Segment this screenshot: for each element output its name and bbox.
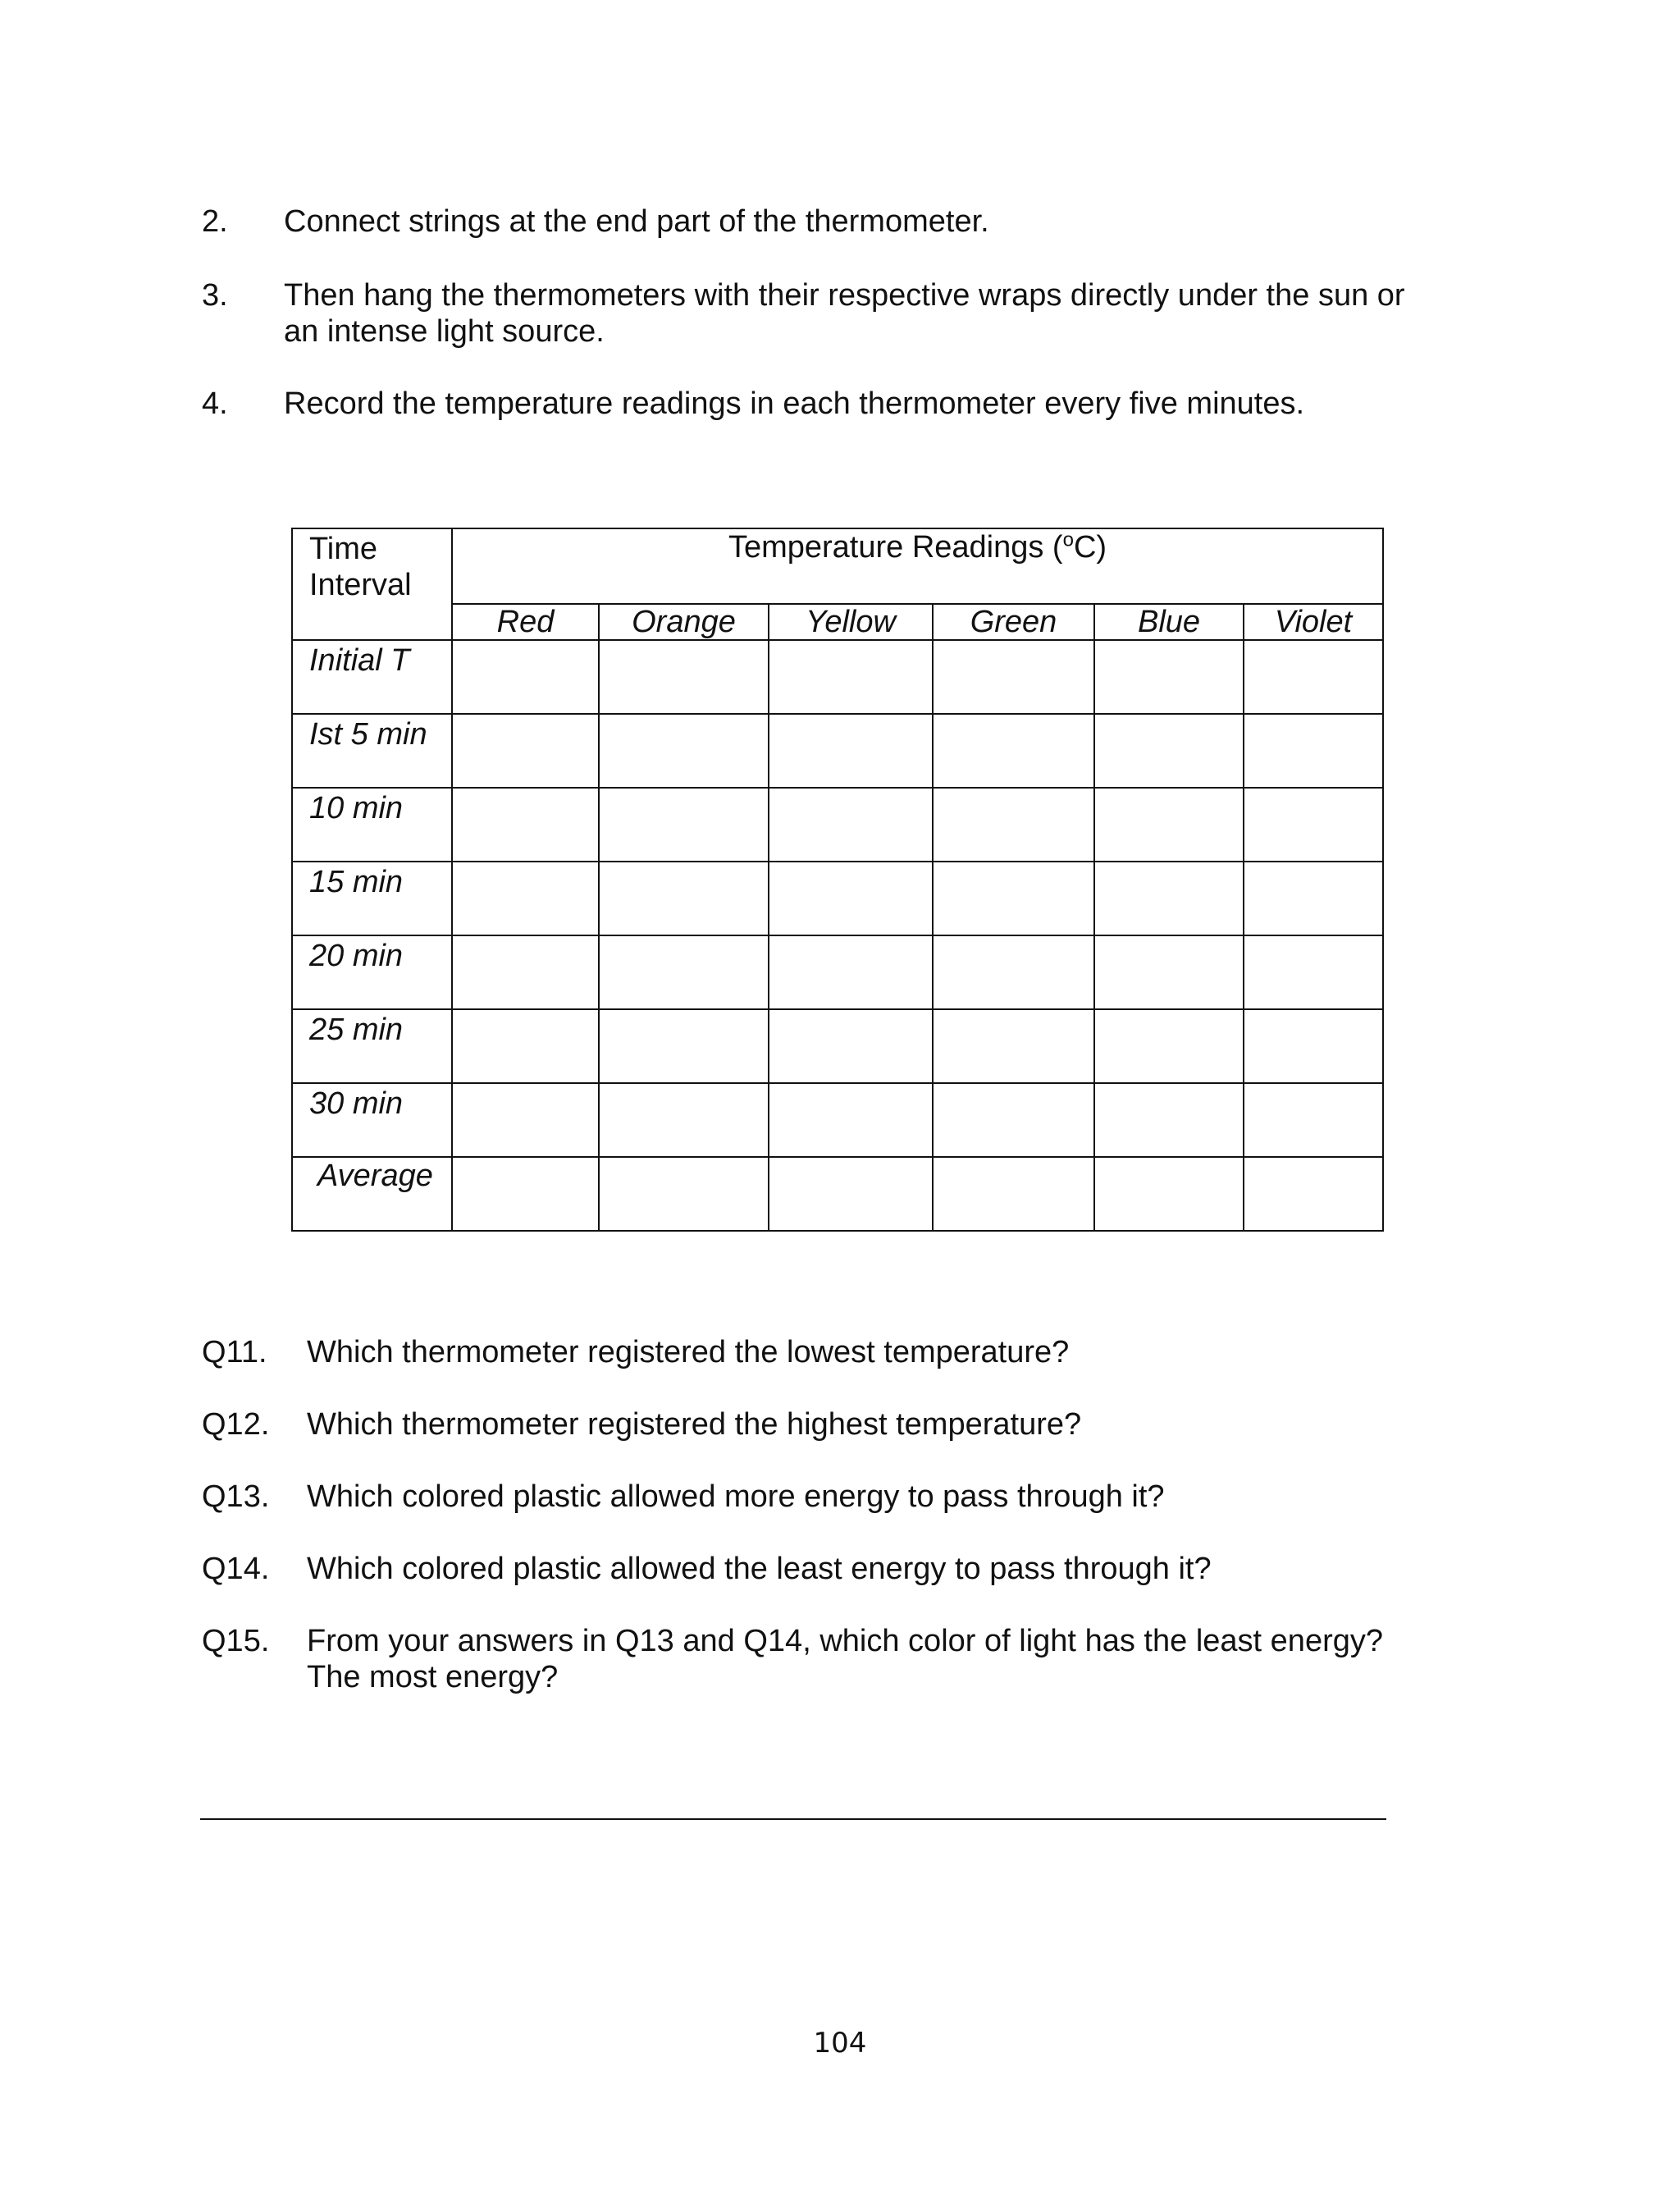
- table-cell: [1094, 1083, 1244, 1157]
- question-text: From your answers in Q13 and Q14, which color of light has the least energy? The most energy?: [307, 1624, 1383, 1694]
- answer-line: [200, 1818, 1386, 1820]
- table-cell: [1094, 1157, 1244, 1231]
- row-label-10-min: 10 min: [292, 788, 452, 862]
- table-cell: [769, 1009, 933, 1083]
- step-number: 3.: [202, 278, 228, 313]
- table-cell: [599, 1009, 769, 1083]
- table-row: [292, 862, 1383, 935]
- time-interval-header: [292, 528, 452, 640]
- table-cell: [599, 862, 769, 935]
- table-cell: [933, 714, 1094, 788]
- time-header-line1: Time: [309, 532, 378, 566]
- table-cell: [452, 714, 599, 788]
- question-text: Which colored plastic allowed more energy to pass through it?: [307, 1479, 1165, 1514]
- table-row: [292, 640, 1383, 714]
- color-header-violet: Violet: [1244, 604, 1383, 640]
- table-cell: [1244, 788, 1383, 862]
- table-cell: [769, 788, 933, 862]
- degree-sup: o: [1062, 528, 1074, 551]
- table-row: [292, 714, 1383, 788]
- row-label-initial: Initial T: [292, 640, 452, 714]
- table-cell: [769, 1083, 933, 1157]
- table-cell: [599, 640, 769, 714]
- table-cell: [452, 935, 599, 1009]
- step-number: 2.: [202, 204, 228, 239]
- table-cell: [933, 788, 1094, 862]
- table-cell: [599, 788, 769, 862]
- temperature-readings-header: [452, 528, 1383, 604]
- table-row: [292, 935, 1383, 1009]
- color-header-blue: Blue: [1094, 604, 1244, 640]
- question-number: Q12.: [202, 1407, 270, 1442]
- table-cell: [1094, 1009, 1244, 1083]
- group-header-unit: C): [1073, 530, 1107, 565]
- table-cell: [599, 714, 769, 788]
- page-number: 104: [813, 2027, 867, 2060]
- table-cell: [769, 714, 933, 788]
- table-cell: [1094, 862, 1244, 935]
- table-cell: [452, 1009, 599, 1083]
- color-header-yellow: Yellow: [769, 604, 933, 640]
- color-header-orange: Orange: [599, 604, 769, 640]
- step-text: Connect strings at the end part of the thermometer.: [284, 204, 989, 239]
- step-text: Record the temperature readings in each thermometer every five minutes.: [284, 386, 1305, 421]
- table-cell: [933, 640, 1094, 714]
- temperature-readings-table: [291, 528, 1384, 1232]
- question-number: Q14.: [202, 1552, 270, 1586]
- question-number: Q15.: [202, 1624, 270, 1658]
- row-label-25-min: 25 min: [292, 1009, 452, 1083]
- table-cell: [933, 1009, 1094, 1083]
- table-cell: [1244, 1083, 1383, 1157]
- table-cell: [1244, 935, 1383, 1009]
- question-number: Q13.: [202, 1479, 270, 1514]
- table-cell: [1244, 1157, 1383, 1231]
- table-cell: [1094, 788, 1244, 862]
- time-header-line2: Interval: [309, 568, 412, 602]
- table-cell: [452, 1157, 599, 1231]
- table-cell: [1094, 935, 1244, 1009]
- row-label-average: Average: [292, 1157, 452, 1231]
- table-cell: [1244, 862, 1383, 935]
- step-text: Then hang the thermometers with their respective wraps directly under the sun or an intense light source.: [284, 278, 1405, 349]
- table-cell: [599, 935, 769, 1009]
- color-header-green: Green: [933, 604, 1094, 640]
- row-label-15-min: 15 min: [292, 862, 452, 935]
- table-cell: [452, 1083, 599, 1157]
- table-cell: [769, 935, 933, 1009]
- table-cell: [452, 788, 599, 862]
- table-cell: [769, 862, 933, 935]
- row-label-30-min: 30 min: [292, 1083, 452, 1157]
- table-cell: [933, 1157, 1094, 1231]
- group-header-text: Temperature Readings (: [728, 530, 1063, 565]
- table-cell: [1094, 714, 1244, 788]
- table-cell: [769, 640, 933, 714]
- table-cell: [1094, 640, 1244, 714]
- table-row: [292, 1157, 1383, 1231]
- table-cell: [933, 1083, 1094, 1157]
- table-cell: [452, 640, 599, 714]
- table-cell: [933, 935, 1094, 1009]
- color-header-red: Red: [452, 604, 599, 640]
- table-cell: [1244, 1009, 1383, 1083]
- table-cell: [1244, 640, 1383, 714]
- question-number: Q11.: [202, 1335, 267, 1369]
- row-label-5-min: Ist 5 min: [292, 714, 452, 788]
- question-text: Which thermometer registered the lowest temperature?: [307, 1335, 1070, 1369]
- table-row: [292, 1083, 1383, 1157]
- row-label-20-min: 20 min: [292, 935, 452, 1009]
- step-number: 4.: [202, 386, 228, 421]
- table-cell: [452, 862, 599, 935]
- question-text: Which colored plastic allowed the least energy to pass through it?: [307, 1552, 1212, 1586]
- table-cell: [1244, 714, 1383, 788]
- question-text: Which thermometer registered the highest temperature?: [307, 1407, 1082, 1442]
- table-cell: [599, 1083, 769, 1157]
- table-cell: [599, 1157, 769, 1231]
- table-row: [292, 788, 1383, 862]
- table-cell: [769, 1157, 933, 1231]
- table-cell: [933, 862, 1094, 935]
- table-row: [292, 1009, 1383, 1083]
